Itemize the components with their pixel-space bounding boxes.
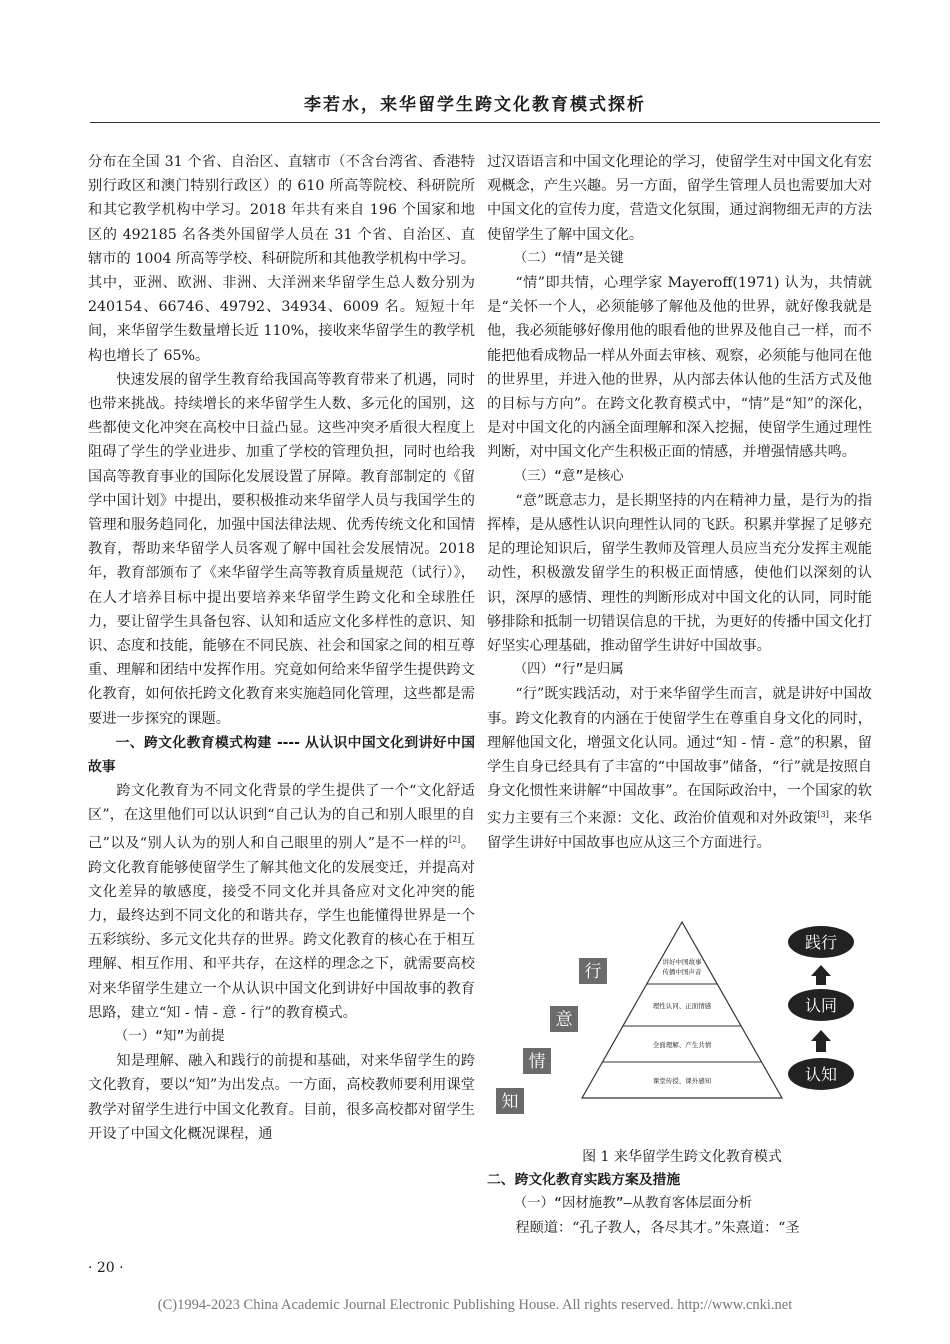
figure-1-diagram: [487, 918, 877, 1140]
right-flow: [788, 926, 854, 1090]
subsection-heading: （二）“情”是关键: [513, 250, 624, 266]
oval-identify-label: 认同: [804, 996, 838, 1015]
label-zhi: 知: [501, 1092, 519, 1112]
section-heading-2: 二、跨文化教育实践方案及措施: [487, 1172, 681, 1188]
section-heading-1: 一、跨文化教育模式构建 ---- 从认识中国文化到讲好中国故事: [88, 734, 475, 776]
page-number: · 20 ·: [88, 1260, 124, 1276]
paragraph-text: 。跨文化教育能够使留学生了解其他文化的发展变迁，并提高对文化差异的敏感度，接受不同文化并具备应对文化冲突的能力，最终达到不同文化的和谐共存，学生也能懂得世界是一个五彩缤纷、多元文化共存的世界。跨文化教育的核心在于相互理解、相互作用、和平共存，在这样的理念之下，就需要高校对来华留学生建立一个从认识中国文化到讲好中国故事的教育思路，建立“知 - 情 - 意 - 行”的教育模式。: [88, 835, 475, 1021]
subsection-heading: （一）“知”为前提: [114, 1029, 225, 1045]
left-column: [88, 150, 475, 1146]
figure-caption: 图 1 来华留学生跨文化教育模式: [582, 1149, 782, 1165]
paragraph: 程颐道：“孔子教人，各尽其才。”朱熹道：“圣: [515, 1220, 800, 1237]
citation: [3]: [817, 810, 829, 820]
paragraph: [88, 779, 475, 1025]
running-header: 李若水，来华留学生跨文化教育模式探析: [304, 95, 646, 115]
subsection-heading: （三）“意”是核心: [513, 468, 624, 484]
pyramid-outline: [582, 922, 782, 1098]
pyramid: [582, 922, 782, 1098]
label-qing: 情: [528, 1052, 546, 1072]
tier-label-top-1: 讲好中国故事: [662, 958, 702, 966]
paragraph: “情”即共情，心理学家 Mayeroff(1971) 认为，共情就是“关怀一个人，必须能够了解他及他的世界，就好像我就是他，我必须能够好像用他的眼看他的世界及他自己一样，而不能把他看成物品一样从外面去审核、观察，必须能与他同在他的世界里，并进入他的世界，从内部去体认他的生活方式及他的目标与方向”。在跨文化教育模式中，“情”是“知”的深化，是对中国文化的内涵全面理解和深入挖掘，使留学生通过理性判断，对中国文化产生积极正面的情感，并增强情感共鸣。: [487, 275, 872, 461]
citation: [2]: [448, 834, 461, 844]
header-rule: [90, 122, 880, 123]
paragraph: “意”既意志力，是长期坚持的内在精神力量，是行为的指挥棒，是从感性认识向理性认同的飞跃。积累并掌握了足够充足的理论知识后，留学生教师及管理人员应当充分发挥主观能动性，积极激发留学生的积极正面情感，使他们以深刻的认识，深厚的感情、理性的判断形成对中国文化的认同，同时能够排除和抵制一切错误信息的干扰，为更好的传播中国文化打好坚实心理基础，推动留学生讲好中国故事。: [487, 492, 872, 655]
paragraph: 知是理解、融入和践行的前提和基础，对来华留学生的跨文化教育，要以“知”为出发点。一方面，高校教师要利用课堂教学对留学生进行中国文化教育。目前，很多高校都对留学生开设了中国文化概况课程，通: [88, 1053, 475, 1142]
paragraph: 过汉语语言和中国文化理论的学习，使留学生对中国文化有宏观概念，产生兴趣。另一方面，留学生管理人员也需要加大对中国文化的宣传力度，营造文化氛围，通过润物细无声的方法使留学生了解中国文化。: [487, 154, 872, 243]
arrow-up-icon: [811, 965, 831, 985]
subsection-heading: （四）“行”是归属: [513, 662, 624, 678]
label-xing: 行: [584, 962, 602, 982]
paragraph-text: “行”既实践活动，对于来华留学生而言，就是讲好中国故事。跨文化教育的内涵在于使留学生在尊重自身文化的同时，理解他国文化，增强文化认同。通过“知 - 情 - 意”的积累，留学生自身已经具有了丰富的“中国故事”储备，“行”就是按照自身文化惯性来讲解“中国故事”。在国际政治中，一个国家的软实力主要有三个来源：文化、政治价值观和对外政策: [487, 686, 872, 828]
tier-label-2: 理性认同、正面情感: [652, 1002, 712, 1010]
label-yi: 意: [555, 1010, 573, 1030]
oval-cognition-label: 认知: [804, 1065, 838, 1084]
tier-label-4: 课堂传授、课外感知: [652, 1077, 712, 1085]
right-column: [487, 150, 872, 856]
section-2: [487, 1168, 872, 1241]
paragraph: 快速发展的留学生教育给我国高等教育带来了机遇，同时也带来挑战。持续增长的来华留学生人数、多元化的国别，这些都使文化冲突在高校中日益凸显。这些冲突矛盾很大程度上阻碍了学生的学业进步、加重了学校的管理负担，同时也给我国高等教育事业的国际化发展设置了屏障。教育部制定的《留学中国计划》中提出，要积极推动来华留学人员与我国学生的管理和服务趋同化，加强中国法律法规、优秀传统文化和国情教育，帮助来华留学人员客观了解中国社会发展情况。2018 年，教育部颁布了《来华留学生高等教育质量规范（试行）》，在人才培养目标中提出要培养来华留学生跨文化和全球胜任力，要让留学生具备包容、认知和适应文化多样性的意识、知识、态度和技能，能够在不同民族、社会和国家之间的相互尊重、理解和团结中发挥作用。究竟如何给来华留学生提供跨文化教育，如何依托跨文化教育来实施趋同化管理，这些都是需要进一步探究的课题。: [88, 371, 475, 727]
subsection-heading: （一）“因材施教”—从教育客体层面分析: [513, 1196, 753, 1212]
arrow-up-icon: [811, 1030, 831, 1052]
paragraph: [487, 682, 872, 855]
paragraph-text: ，来华留学生讲好中国故事也应从这三个方面进行。: [487, 811, 872, 852]
copyright-footer: (C)1994-2023 China Academic Journal Electronic Publishing House. All rights reserved. http://www.cnki.net: [157, 1297, 793, 1313]
paragraph: 分布在全国 31 个省、自治区、直辖市（不含台湾省、香港特别行政区和澳门特别行政区）的 610 所高等院校、科研院所和其它教学机构中学习。2018 年共有来自 196 个国家和地区的 492185 名各类外国留学人员在 31 个省、自治区、直辖市的 1004 所高等学校、科研院所和其他教学机构中学习。其中，亚洲、欧洲、非洲、大洋洲来华留学生总人数分别为 240154、66746、49792、34934、6009 名。短短十年间，来华留学生数量增长近 110%，接收来华留学生的教学机构也增长了 65%。: [88, 154, 475, 364]
tier-label-3: 全面理解、产生共情: [652, 1041, 712, 1049]
tier-label-top-2: 传播中国声音: [662, 968, 702, 976]
paragraph-text: 跨文化教育为不同文化背景的学生提供了一个“文化舒适区”，在这里他们可以认识到“自己认为的自己和别人眼里的自己”以及“别人认为的别人和自己眼里的别人”是不一样的: [88, 783, 475, 852]
oval-practice-label: 践行: [804, 933, 838, 952]
